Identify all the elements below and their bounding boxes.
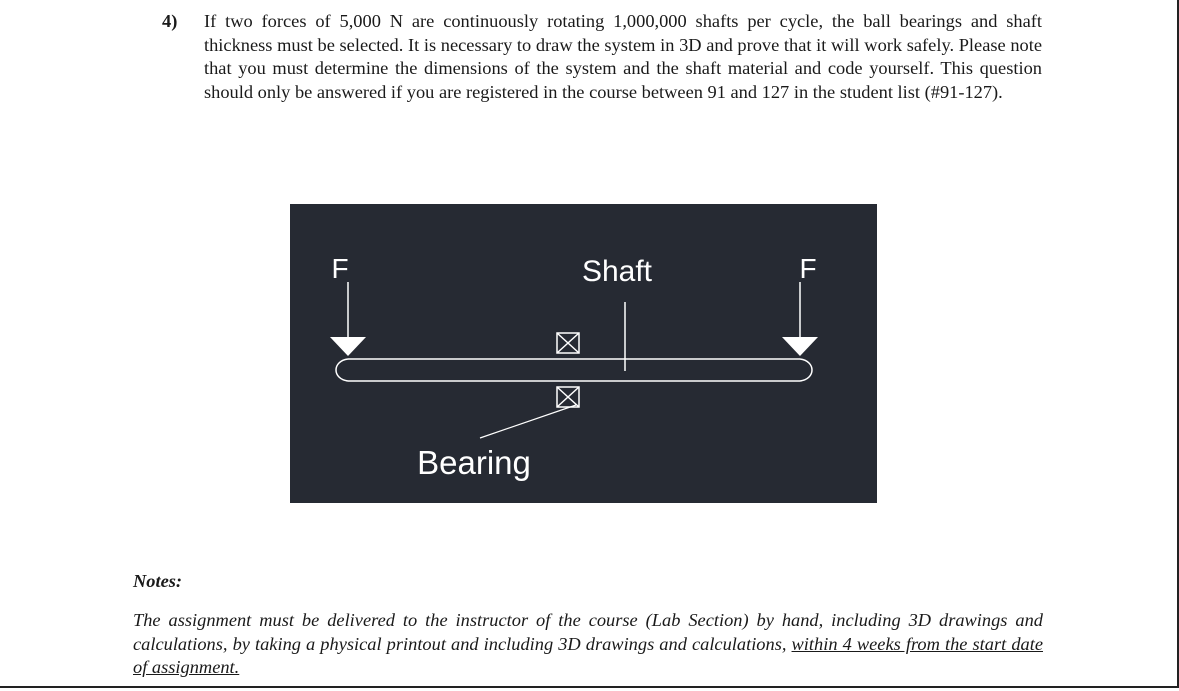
diagram-svg xyxy=(290,204,877,503)
notes-text xyxy=(133,609,1043,680)
notes-text-deadline: within 4 weeks from the start date of assignment. xyxy=(133,633,1043,677)
bearing-upper-icon xyxy=(557,333,579,353)
force-left-label: F xyxy=(331,253,349,284)
shaft-label: Shaft xyxy=(581,255,653,288)
notes-text-part1: The assignment must be delivered to the instructor of the course (Lab Section) by hand, including 3D drawings and calculations, by taking a physical printout and including 3D drawings and calculations, xyxy=(133,610,1043,654)
notes-title: Notes: xyxy=(133,571,183,591)
force-right-arrow xyxy=(782,282,818,356)
bearing-leader-line xyxy=(480,405,576,438)
bearing-lower-icon xyxy=(557,387,579,407)
force-right-label: F xyxy=(799,253,817,284)
question-number: 4) xyxy=(162,11,178,31)
shaft-bearing-diagram xyxy=(290,204,877,503)
question-text: If two forces of 5,000 N are continuously rotating 1,000,000 shafts per cycle, the ball bearings and shaft thickness must be selected. It is necessary to draw the system in 3D and prove that it will work safely. Please note that you must determine the dimensions of the system and the shaft material and code yourself. This question should only be answered if you are registered in the course between 91 and 127 in the student list (#91-127). xyxy=(204,11,1042,102)
shaft-body xyxy=(336,359,812,381)
notes-section xyxy=(133,569,1043,680)
force-left-arrow xyxy=(330,282,366,356)
question-block xyxy=(162,10,1042,104)
bearing-label: Bearing xyxy=(417,444,531,481)
